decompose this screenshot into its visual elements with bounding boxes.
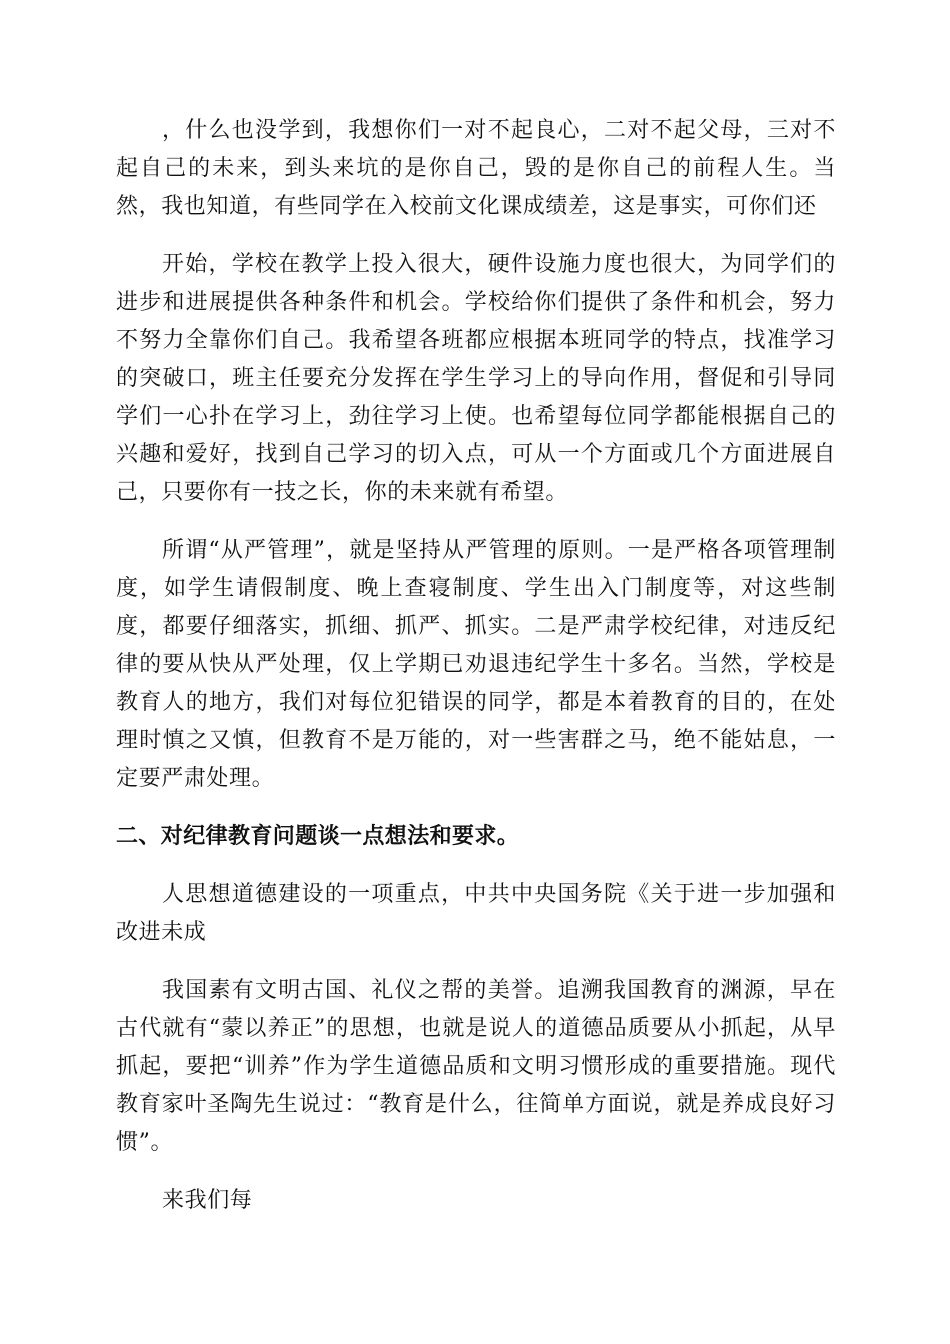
paragraph-2: 开始，学校在教学上投入很大，硬件设施力度也很大，为同学们的进步和进展提供各种条件和机会。学校给你们提供了条件和机会，努力不努力全靠你们自己。我希望各班都应根据本班同学的特点，找准学习的突破口，班主任要充分发挥在学生学习上的导向作用，督促和引导同学们一心扑在学习上，劲往学习上使。也希望每位同学都能根据自己的兴趣和爱好，找到自己学习的切入点，可从一个方面或几个方面进展自己，只要你有一技之长，你的未来就有希望。 <box>116 252 836 505</box>
paragraph-1: ，什么也没学到，我想你们一对不起良心，二对不起父母，三对不起自己的未来，到头来坑的是你自己，毁的是你自己的前程人生。当然，我也知道，有些同学在入校前文化课成绩差，这是事实，可你们还 <box>116 118 836 219</box>
paragraph-6: 来我们每 <box>162 1188 253 1213</box>
paragraph-5: 我国素有文明古国、礼仪之帮的美誉。追溯我国教育的渊源，早在古代就有“蒙以养正”的思想，也就是说人的道德品质要从小抓起，从早抓起，要把“训养”作为学生道德品质和文明习惯形成的重要措施。现代教育家叶圣陶先生说过：“教育是什么，往简单方面说，就是养成良好习惯”。 <box>116 978 836 1155</box>
section-heading: 二、对纪律教育问题谈一点想法和要求。 <box>116 824 520 849</box>
paragraph-3: 所谓“从严管理”，就是坚持从严管理的原则。一是严格各项管理制度，如学生请假制度、晚上查寝制度、学生出入门制度等，对这些制度，都要仔细落实，抓细、抓严、抓实。二是严肃学校纪律，对违反纪律的要从快从严处理，仅上学期已劝退违纪学生十多名。当然，学校是教育人的地方，我们对每位犯错误的同学，都是本着教育的目的，在处理时慎之又慎，但教育不是万能的，对一些害群之马，绝不能姑息，一定要严肃处理。 <box>116 538 836 791</box>
document-page <box>116 112 836 1240</box>
paragraph-4: 人思想道德建设的一项重点，中共中央国务院《关于进一步加强和改进未成 <box>116 882 836 945</box>
